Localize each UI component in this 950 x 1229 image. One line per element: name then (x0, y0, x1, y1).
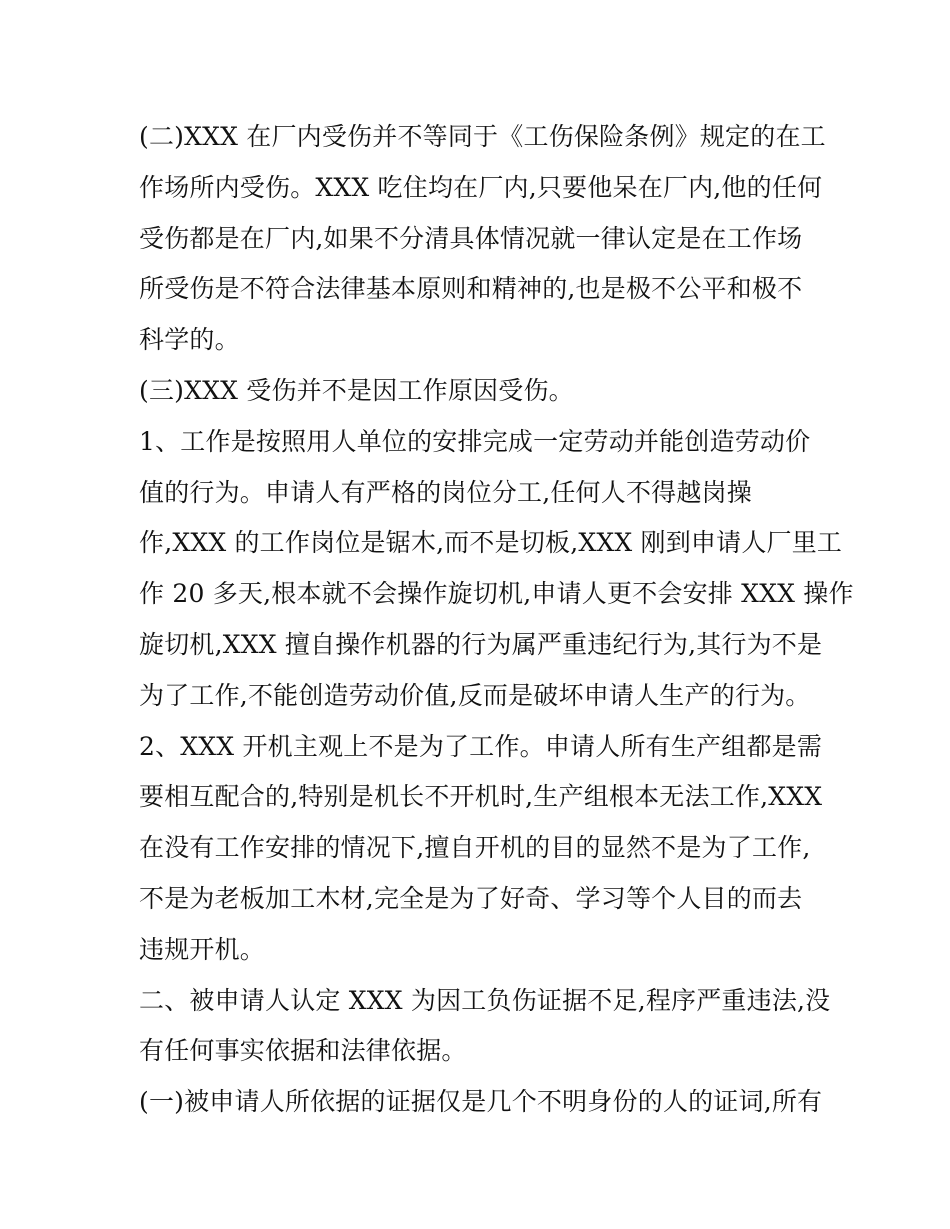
text-line: 在没有工作安排的情况下,擅自开机的目的显然不是为了工作, (139, 833, 811, 863)
text-line: 值的行为。申请人有严格的岗位分工,任何人不得越岗操 (139, 477, 752, 507)
text-line: 违规开机。 (139, 934, 266, 964)
text-line: 二、被申请人认定 XXX 为因工负伤证据不足,程序严重违法,没 (139, 985, 831, 1015)
text-line: 所受伤是不符合法律基本原则和精神的,也是极不公平和极不 (139, 274, 803, 304)
text-line: 2、XXX 开机主观上不是为了工作。申请人所有生产组都是需 (139, 731, 823, 761)
text-line: 1、工作是按照用人单位的安排完成一定劳动并能创造劳动价 (139, 426, 811, 456)
text-line: 不是为老板加工木材,完全是为了好奇、学习等个人目的而去 (139, 883, 803, 913)
text-line: 受伤都是在厂内,如果不分清具体情况就一律认定是在工作场 (139, 223, 803, 253)
document-body (139, 112, 854, 1128)
text-line: 科学的。 (139, 325, 240, 355)
text-line: 旋切机,XXX 擅自操作机器的行为属严重违纪行为,其行为不是 (139, 629, 823, 659)
text-line: 作场所内受伤。XXX 吃住均在厂内,只要他呆在厂内,他的任何 (139, 172, 823, 202)
text-line: (三)XXX 受伤并不是因工作原因受伤。 (139, 375, 574, 405)
text-line: 为了工作,不能创造劳动价值,反而是破坏申请人生产的行为。 (139, 680, 811, 710)
text-line: 要相互配合的,特别是机长不开机时,生产组根本无法工作,XXX (139, 782, 823, 812)
text-line: 作,XXX 的工作岗位是锯木,而不是切板,XXX 刚到申请人厂里工 (139, 528, 843, 558)
text-line: (一)被申请人所依据的证据仅是几个不明身份的人的证词,所有 (139, 1087, 823, 1117)
text-line: (二)XXX 在厂内受伤并不等同于《工伤保险条例》规定的在工 (139, 122, 826, 151)
text-line: 作 20 多天,根本就不会操作旋切机,申请人更不会安排 XXX 操作 (139, 579, 854, 609)
text-line: 有任何事实依据和法律依据。 (139, 1036, 467, 1066)
